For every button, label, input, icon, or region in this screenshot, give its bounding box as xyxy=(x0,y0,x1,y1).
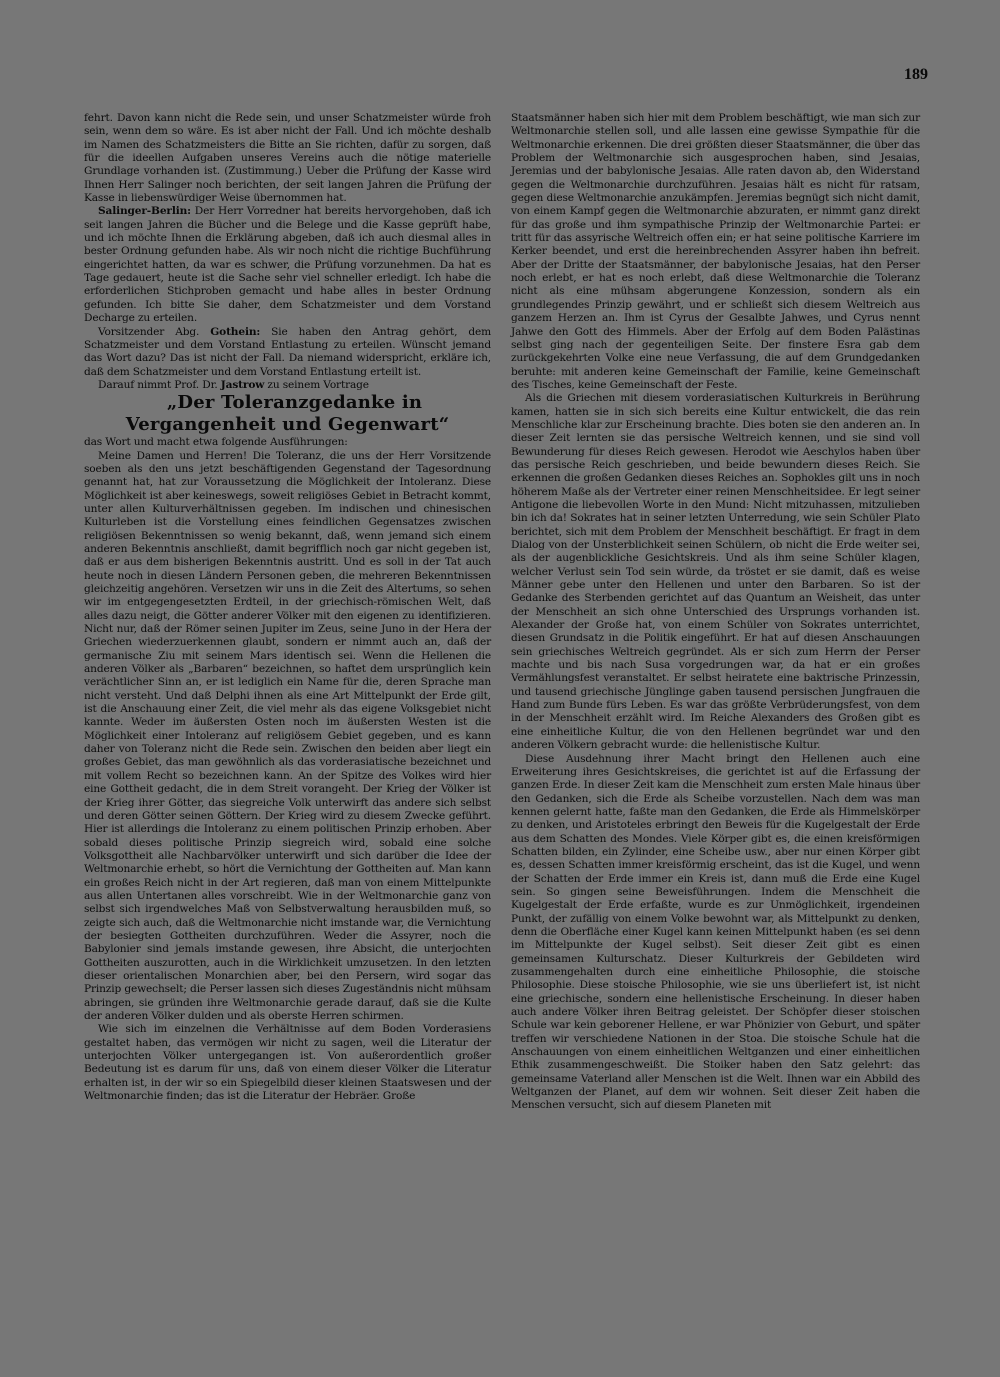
paragraph xyxy=(84,205,491,325)
paragraph-text: zu seinem Vortrage xyxy=(264,378,369,391)
speaker-name: Jastrow xyxy=(220,378,265,391)
paragraph: Meine Damen und Herren! Die Toleranz, die uns der Herr Vorsitzende soeben als den uns jetzt beschäftigenden Gegenstand der Tagesordnung genannt hat, hat zur Voraussetzung die Möglichkeit der Intoleranz. Diese Möglichkeit ist aber keineswegs, soweit religiöses Gebiet in Betracht kommt, unter allen Kulturverhältnissen gegeben. Im indischen und chinesischen Kulturleben ist die Vorstellung eines feindlichen Gegensatzes zwischen religiösen Bekenntnissen so wenig bekannt, daß, wenn jemand sich einem anderen Bekenntnis anschließt, damit begrifflich noch gar nicht gegeben ist, daß er aus dem bisherigen Bekenntnis austritt. Und es soll in der Tat auch heute noch in diesen Ländern Personen geben, die mehreren Bekenntnissen gleichzeitig angehören. Versetzen wir uns in die Zeit des Altertums, so sehen wir im entgegengesetzten Erdteil, in der griechisch-römischen Welt, daß alles dazu neigt, die Götter anderer Völker mit den eigenen zu identifizieren. Nicht nur, daß der Römer seinen Jupiter im Zeus, seine Juno in der Hera der Griechen wiederzuerkennen glaubt, sondern er nimmt auch an, daß der germanische Ziu mit seinem Mars identisch sei. Wenn die Hellenen die anderen Völker als „Barbaren“ bezeichnen, so haftet dem ursprünglich kein verächtlicher Sinn an, er ist lediglich ein Name für die, deren Sprache man nicht versteht. Und daß Delphi ihnen als eine Art Mittelpunkt der Erde gilt, ist die Anschauung einer Zeit, die viel mehr als das eigene Volksgebiet nicht kannte. Weder im äußersten Osten noch im äußersten Westen ist die Möglichkeit einer Intoleranz auf religiösem Gebiet gegeben, und es kann daher von Toleranz nicht die Rede sein. Zwischen den beiden aber liegt ein großes Gebiet, das man gewöhnlich als das vorderasiatische bezeichnet und mit vollem Recht so bezeichnen kann. An der Spitze des Volkes wird hier eine Gottheit gedacht, die in dem Streit vorangeht. Der Krieg der Völker ist der Krieg ihrer Götter, das siegreiche Volk unterwirft das andere sich selbst und deren Götter seinen Göttern. Der Krieg wird zu diesem Zwecke geführt. Hier ist allerdings die Intoleranz zu einem politischen Prinzip erhoben. Aber sobald dieses politische Prinzip siegreich wird, sobald eine solche Volksgottheit alle Nachbarvölker unterwirft und sich darüber die Idee der Weltmonarchie erhebt, so hört die Vernichtung der Gottheiten auf. Man kann ein großes Reich nicht in der Art regieren, daß man von einem Mittelpunkte aus allen Untertanen alles vorschreibt. Wie in der Weltmonarchie ganz von selbst sich irgendwelches Maß von Selbstverwaltung herausbilden muß, so zeigte sich auch, daß die Weltmonarchie nicht imstande war, die Vernichtung der besiegten Gottheiten durchzuführen. Weder die Assyrer, noch die Babylonier sind jemals imstande gewesen, ihre Absicht, die unterjochten Gottheiten auszurotten, auch in die Wirklichkeit umzusetzen. In den letzten dieser orientalischen Monarchien aber, bei den Persern, wird sogar das Prinzip gewechselt; die Perser lassen sich dieses Zugeständnis nicht mühsam abringen, sie gründen ihre Weltmonarchie gerade darauf, daß sie die Kulte der anderen Völker dulden und als oberste Herren schirmen. xyxy=(84,449,491,1022)
paragraph: Diese Ausdehnung ihrer Macht bringt den Hellenen auch eine Erweiterung ihres Gesichtskreises, die gerichtet ist auf die Erfassung der ganzen Erde. In dieser Zeit kam die Menschheit zum ersten Male hinaus über den Gedanken, sich die Erde als Scheibe vorzustellen. Nach dem was man kennen gelernt hatte, faßte man den Gedanken, die Erde als Himmelskörper zu denken, und Aristoteles erbringt den Beweis für die Kugelgestalt der Erde aus dem Schatten des Mondes. Viele Körper gibt es, die einen kreisförmigen Schatten bilden, ein Zylinder, eine Scheibe usw., aber nur einen Körper gibt es, dessen Schatten immer kreisförmig erscheint, das ist die Kugel, und wenn der Schatten der Erde immer ein Kreis ist, dann muß die Erde eine Kugel sein. So gingen seine Beweisführungen. Indem die Menschheit die Kugelgestalt der Erde erfaßte, wurde es zur Unmöglichkeit, irgendeinen Punkt, der zufällig von einem Volke bewohnt war, als Mittelpunkt zu denken, denn die Oberfläche einer Kugel kann keinen Mittelpunkt haben (es sei denn im Mittelpunkte der Kugel selbst). Seit dieser Zeit gibt es einen gemeinsamen Kulturschatz. Dieser Kulturkreis der Gebildeten wird zusammengehalten durch eine einheitliche Philosophie, die stoische Philosophie. Diese stoische Philosophie, wie sie uns überliefert ist, ist nicht eine griechische, sondern eine hellenistische Erscheinung. In dieser haben auch andere Völker ihren Beitrag geleistet. Der Schöpfer dieser stoischen Schule war kein geborener Hellene, er war Phönizier von Geburt, und später treffen wir verschiedene Nationen in der Stoa. Die stoische Schule hat die Anschauungen von einem einheitlichen Weltganzen und einer einheitlichen Ethik zusammengeschweißt. Die Stoiker haben den Satz gelehrt: das gemeinsame Vaterland aller Menschen ist die Welt. Ihnen war ein Abbild des Weltganzen der Planet, auf dem wir wohnen. Seit dieser Zeit haben die Menschen versucht, sich auf diesem Planeten mit xyxy=(511,752,920,1112)
paragraph: Staatsmänner haben sich hier mit dem Problem beschäftigt, wie man sich zur Weltmonarchie stellen soll, und alle lassen eine gewisse Sympathie für die Weltmonarchie erkennen. Die drei größten dieser Staatsmänner, die über das Problem der Weltmonarchie sich ausgesprochen haben, sind Jesaias, Jeremias und der babylonische Jesaias. Alle raten davon ab, den Widerstand gegen die Weltmonarchie durchzuführen. Jesaias hält es nicht für ratsam, gegen diese Weltmonarchie anzukämpfen. Jeremias begnügt sich nicht damit, von einem Kampf gegen die Weltmonarchie abzuraten, er nimmt ganz direkt für das große und ihm sympathische Prinzip der Weltmonarchie Partei: er tritt für das assyrische Weltreich offen ein; er hat seine politische Karriere im Kerker beendet, und erst die hereinbrechenden Assyrer haben ihn befreit. Aber der Dritte der Staatsmänner, der babylonische Jesaias, hat den Perser noch erlebt, er hat es noch erlebt, daß diese Weltmonarchie die Toleranz nicht als eine mühsam abgerungene Konzession, sondern als ein grundlegendes Prinzip gewährt, und er schließt sich diesem Weltreich aus ganzem Herzen an. Ihm ist Cyrus der Gesalbte Jahwes, und Cyrus nennt Jahwe den Gott des Himmels. Aber der Erfolg auf dem Boden Palästinas selbst ging nach der gegenteiligen Seite. Der finstere Esra gab dem zurückgekehrten Volke eine neue Verfassung, die auf dem Grundgedanken beruhte: mit anderen keine Gemeinschaft der Familie, keine Gemeinschaft des Tisches, keine Gemeinschaft der Feste. xyxy=(511,112,920,391)
paragraph-text: Der Herr Vorredner hat bereits hervorgehoben, daß ich seit langen Jahren die Bücher und die Belege und die Kasse geprüft habe, und ich möchte Ihnen die Erklärung abgeben, daß ich auch diesmal alles in bester Ordnung gefunden habe. Als wir noch nicht die richtige Buchführung eingerichtet hatten, da war es schwer, die Prüfung vorzunehmen. Da hat es Tage gedauert, heute ist die Sache sehr viel schneller erledigt. Ich habe die erforderlichen Stichproben gemacht und habe alles in bester Ordnung gefunden. Ich bitte Sie daher, dem Schatzmeister und dem Vorstand Decharge zu erteilen. xyxy=(84,205,491,325)
speaker-name: Salinger-Berlin: xyxy=(98,205,191,218)
paragraph: Als die Griechen mit diesem vorderasiatischen Kulturkreis in Berührung kamen, hatten sie in sich sich bereits eine Kultur entwickelt, die das rein Menschliche klar zur Erscheinung brachte. Dies boten sie den anderen an. In dieser Zeit lernten sie das persische Weltreich kennen, und sie sind voll Bewunderung für dieses Reich gewesen. Herodot wie Aeschylos haben über das persische Reich geschrieben, und beide bewundern dieses Reich. Sie erkennen die großen Gedanken dieses Reiches an. Sophokles gilt uns in noch höherem Maße als der Vertreter einer reinen Menschheitsidee. Er legt seiner Antigone die liebevollen Worte in den Mund: Nicht mitzuhassen, mitzulieben bin ich da! Sokrates hat in seiner letzten Unterredung, wie sein Schüler Plato berichtet, sich mit dem Problem der Menschheit beschäftigt. Er fragt in dem Dialog von der Unsterblichkeit seinen Schülern, ob nicht die Erde weiter sei, als der augenblickliche Gesichtskreis. Und als ihm seine Schüler klagen, welcher Verlust sein Tod sein würde, da tröstet er sie damit, daß es weise Männer gebe unter den Hellenen und unter den Barbaren. So ist der Gedanke des Sterbenden gerichtet auf das Quantum an Weisheit, das unter der Menschheit an sich ohne Unterschied des Ursprungs vorhanden ist. Alexander der Große hat, von einem Schüler von Sokrates unterrichtet, diesen Grundsatz in die Politik eingeführt. Er hat auf diesen Anschauungen sein griechisches Weltreich gegründet. Als er sich zum Herrn der Perser machte und bis nach Susa vorgedrungen war, da hat er ein großes Vermählungsfest veranstaltet. Er selbst heiratete eine baktrische Prinzessin, und tausend griechische Jünglinge gaben tausend persischen Jungfrauen die Hand zum Bunde fürs Leben. Es war das größte Verbrüderungsfest, von dem in der Menschheit erzählt wird. Im Reiche Alexanders des Großen gibt es eine einheitliche Kultur, die von den Hellenen begründet war und den anderen Völkern gebracht wurde: die hellenistische Kultur. xyxy=(511,392,920,752)
paragraph-prefix: Darauf nimmt Prof. Dr. xyxy=(98,378,221,391)
paragraph: fehrt. Davon kann nicht die Rede sein, und unser Schatzmeister würde froh sein, wenn dem so wäre. Es ist aber nicht der Fall. Und ich möchte deshalb im Namen des Schatzmeisters die Bitte an Sie richten, dafür zu sorgen, daß für die ideellen Aufgaben unseres Vereins auch die nötige materielle Grundlage vorhanden ist. (Zustimmung.) Ueber die Prüfung der Kasse wird Ihnen Herr Salinger noch berichten, der seit langen Jahren die Prüfung der Kasse in liebenswürdiger Weise übernommen hat. xyxy=(84,112,491,205)
paragraph: Wie sich im einzelnen die Verhältnisse auf dem Boden Vorderasiens gestaltet haben, das vermögen wir nicht zu sagen, weil die Literatur der unterjochten Völker untergegangen ist. Von außerordentlich großer Bedeutung ist es darum für uns, daß von einem dieser Völker die Literatur erhalten ist, in der wir so ein Spiegelbild dieser kleinen Staatswesen und der Weltmonarchie finden; das ist die Literatur der Hebräer. Große xyxy=(84,1023,491,1103)
paragraph-prefix: Vorsitzender Abg. xyxy=(98,325,211,338)
paragraph xyxy=(84,326,491,379)
speaker-name: Gothein: xyxy=(210,325,261,338)
paragraph: das Wort und macht etwa folgende Ausführungen: xyxy=(84,436,348,449)
right-column xyxy=(511,112,920,1113)
paragraph xyxy=(84,379,491,392)
page-number: 189 xyxy=(904,66,928,83)
lecture-title: „Der Toleranzgedanke in Vergangenheit und Gegenwart“ xyxy=(125,392,450,436)
left-column xyxy=(84,112,491,1103)
paragraph-text: Sie haben den Antrag gehört, dem Schatzmeister und dem Vorstand Entlastung zu erteilen. Wünscht jemand das Wort dazu? Das ist nicht der Fall. Da niemand widerspricht, erkläre ich, daß dem Schatzmeister und dem Vorstand Entlastung erteilt ist. xyxy=(84,325,492,378)
